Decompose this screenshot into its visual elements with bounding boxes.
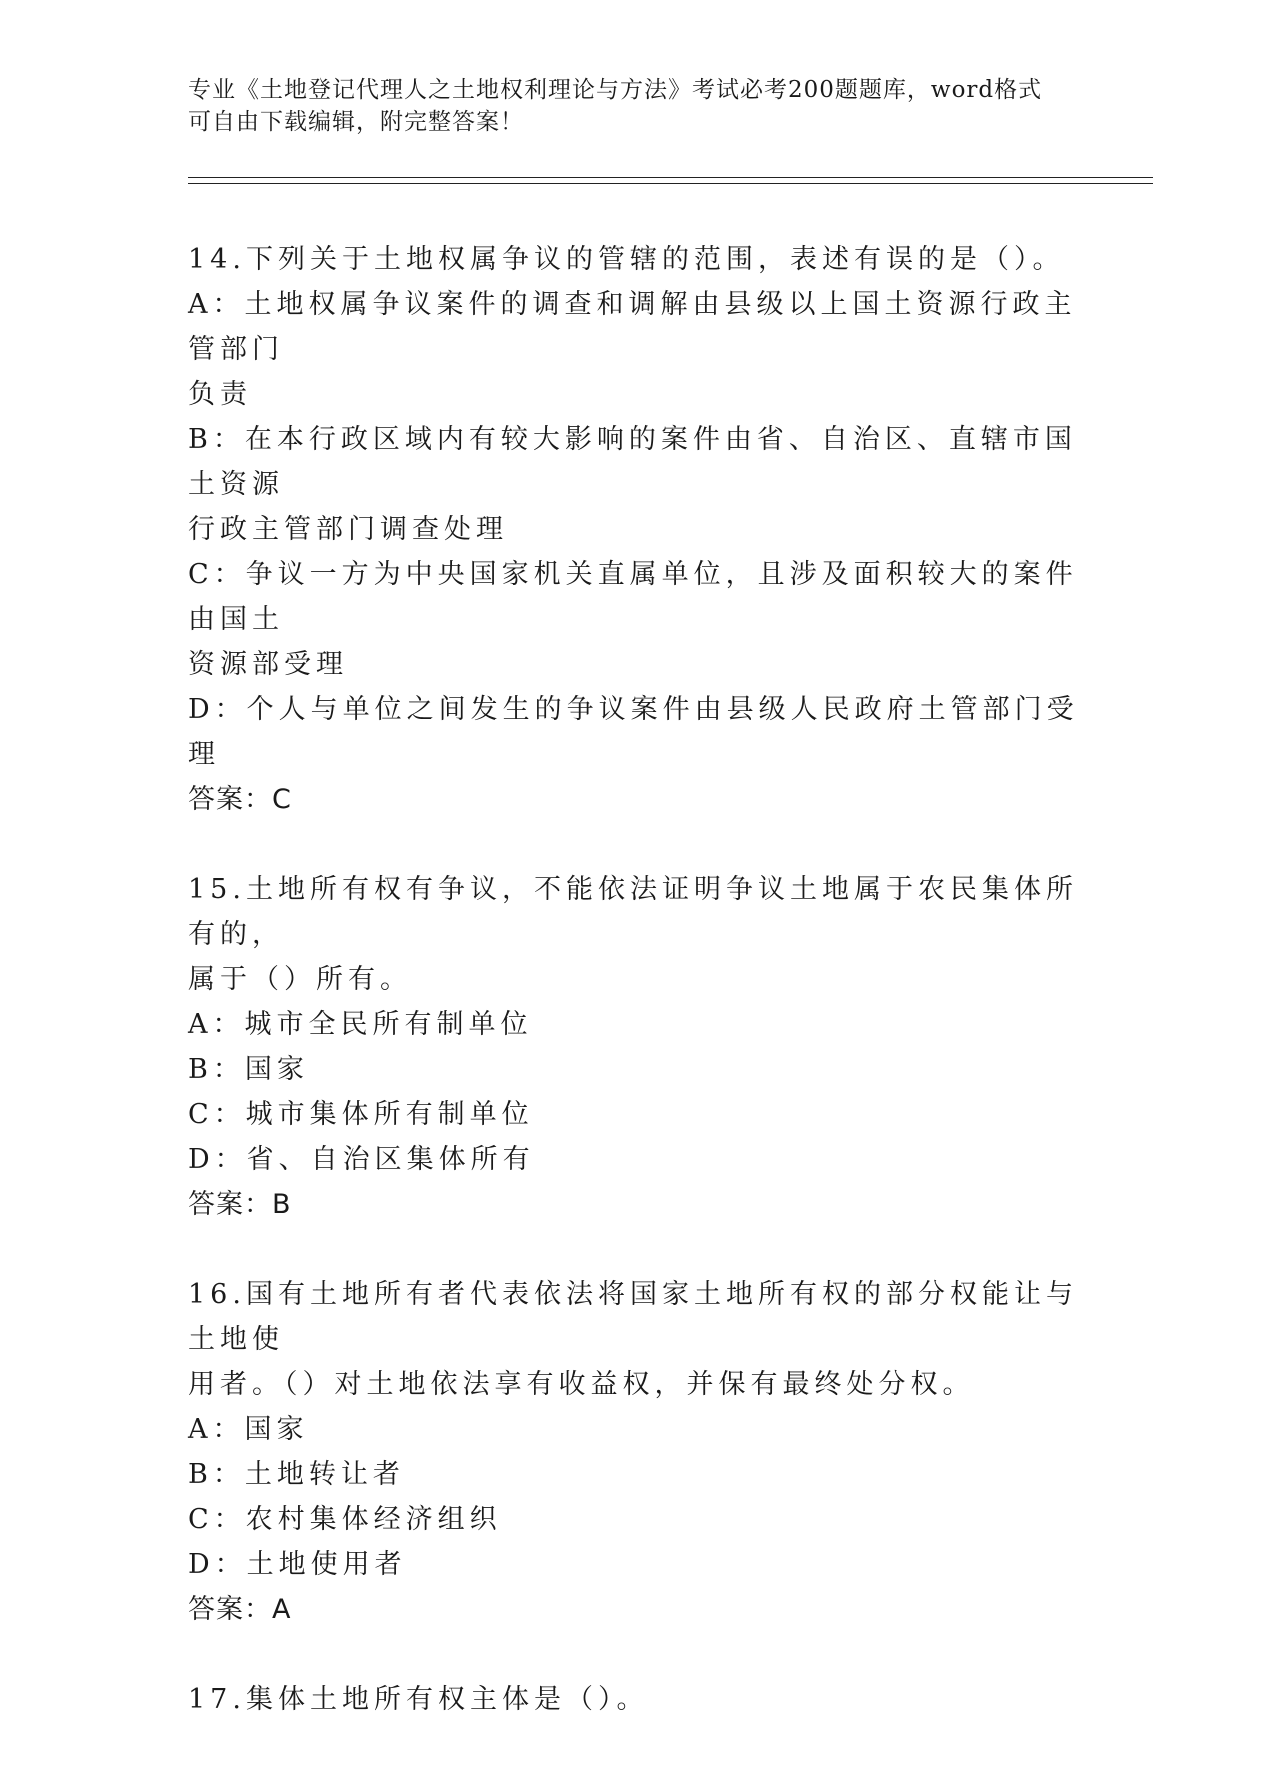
answer-label: 答案：C [188, 784, 292, 815]
question-16 [188, 1272, 1088, 1632]
option-b: B：土地转让者 [188, 1459, 405, 1490]
option-a: A：城市全民所有制单位 [188, 1009, 533, 1040]
header-line-1: 专业《土地登记代理人之土地权利理论与方法》考试必考200题题库，word格式 [188, 77, 1043, 103]
option-c-continued: 资源部受理 [188, 649, 348, 680]
question-17 [188, 1677, 1088, 1722]
question-stem-continued: 用者。（）对土地依法享有收益权，并保有最终处分权。 [188, 1369, 975, 1400]
document-header [188, 74, 1068, 138]
question-list [188, 237, 1088, 1767]
option-b: B：在本行政区域内有较大影响的案件由省、自治区、直辖市国土资源 [188, 424, 1077, 500]
option-b: B：国家 [188, 1054, 309, 1085]
answer-label: 答案：A [188, 1594, 292, 1625]
question-15 [188, 867, 1088, 1227]
header-divider-top [188, 177, 1153, 178]
option-a: A：国家 [188, 1414, 309, 1445]
option-c: C：农村集体经济组织 [188, 1504, 502, 1535]
option-b-continued: 行政主管部门调查处理 [188, 514, 508, 545]
option-a: A：土地权属争议案件的调查和调解由县级以上国土资源行政主管部门 [188, 289, 1077, 365]
header-divider-bottom [188, 183, 1153, 184]
answer-label: 答案：B [188, 1189, 292, 1220]
question-stem: 15.土地所有权有争议，不能依法证明争议土地属于农民集体所有的， [188, 874, 1078, 950]
question-stem-continued: 属于（）所有。 [188, 964, 412, 995]
question-stem: 16.国有土地所有者代表依法将国家土地所有权的部分权能让与土地使 [188, 1279, 1078, 1355]
option-c: C：争议一方为中央国家机关直属单位，且涉及面积较大的案件由国土 [188, 559, 1078, 635]
option-d: D：省、自治区集体所有 [188, 1144, 535, 1175]
option-d: D：个人与单位之间发生的争议案件由县级人民政府土管部门受理 [188, 694, 1079, 770]
question-14 [188, 237, 1088, 822]
header-line-2: 可自由下载编辑，附完整答案！ [188, 109, 524, 135]
question-stem: 14.下列关于土地权属争议的管辖的范围，表述有误的是（）。 [188, 244, 1065, 275]
option-a-continued: 负责 [188, 379, 252, 410]
question-stem: 17.集体土地所有权主体是（）。 [188, 1684, 649, 1715]
option-d: D：土地使用者 [188, 1549, 407, 1580]
option-c: C：城市集体所有制单位 [188, 1099, 534, 1130]
